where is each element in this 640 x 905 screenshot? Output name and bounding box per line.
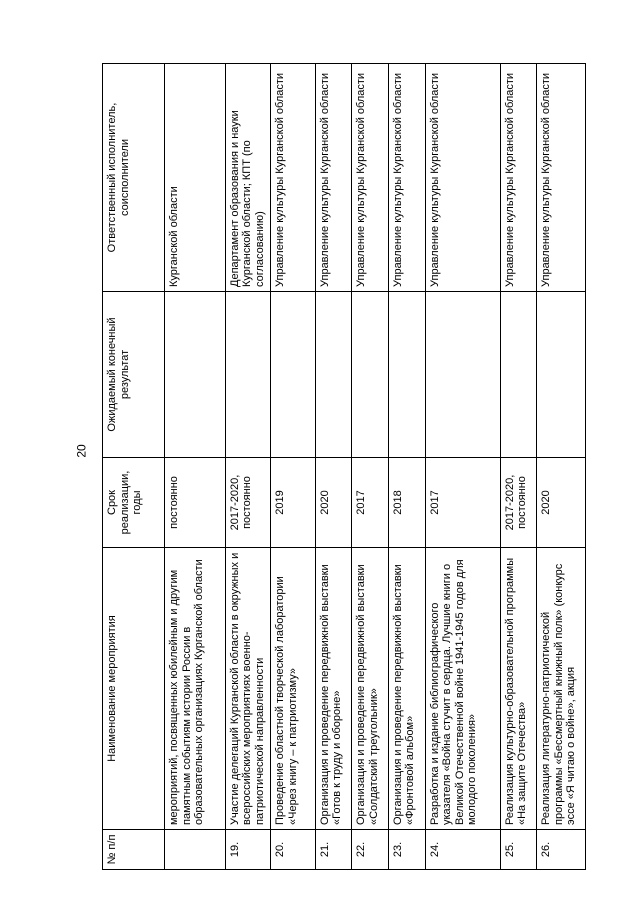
table-row (225, 64, 270, 870)
table-row (352, 64, 389, 870)
cell-number: 19. (225, 830, 270, 870)
table-row (388, 64, 425, 870)
cell-result (352, 292, 389, 458)
cell-result (425, 292, 500, 458)
cell-term: 2017-2020, постоянно (225, 458, 270, 548)
table-body (165, 64, 586, 870)
cell-result (315, 292, 352, 458)
table-row (537, 64, 586, 870)
cell-number: 25. (500, 830, 537, 870)
cell-event-name: Организация и проведение передвижной выставки «Фронтовой альбом» (388, 548, 425, 830)
cell-event-name: Реализация культурно-образовательной программы «На защите Отечества» (500, 548, 537, 830)
cell-result (165, 292, 226, 458)
table-row (315, 64, 352, 870)
rotated-table-container (102, 64, 586, 870)
header-result: Ожидаемый конечный результат (103, 292, 165, 458)
cell-executor: Управление культуры Курганской области (537, 64, 586, 292)
cell-event-name: Разработка и издание библиографического указателя «Война стучит в сердца. Лучшие книги о Великой Отечественной войне 1941-1945 годов для молодого поколения» (425, 548, 500, 830)
cell-term: 2020 (537, 458, 586, 548)
cell-event-name: Реализация литературно-патриотической программы «Бессмертный книжный полк» (конкурс эссе «Я читаю о войне», акция (537, 548, 586, 830)
table-row (500, 64, 537, 870)
cell-executor: Управление культуры Курганской области (388, 64, 425, 292)
cell-term: 2018 (388, 458, 425, 548)
table-row (271, 64, 316, 870)
header-number: № п/п (103, 830, 165, 870)
header-term: Срок реализации, годы (103, 458, 165, 548)
cell-result (271, 292, 316, 458)
cell-number (165, 830, 226, 870)
cell-term: 2020 (315, 458, 352, 548)
table-header-row (103, 64, 165, 870)
cell-number: 22. (352, 830, 389, 870)
cell-term: 2017-2020, постоянно (500, 458, 537, 548)
cell-result (500, 292, 537, 458)
cell-event-name: Организация и проведение передвижной выставки «Готов к труду и обороне» (315, 548, 352, 830)
cell-term: 2019 (271, 458, 316, 548)
cell-executor: Управление культуры Курганской области (315, 64, 352, 292)
cell-executor: Управление культуры Курганской области (425, 64, 500, 292)
cell-number: 23. (388, 830, 425, 870)
cell-number: 26. (537, 830, 586, 870)
header-event-name: Наименование мероприятия (103, 548, 165, 830)
cell-result (388, 292, 425, 458)
header-executor: Ответственный исполнитель, соисполнители (103, 64, 165, 292)
cell-result (225, 292, 270, 458)
table-row (425, 64, 500, 870)
table-row (165, 64, 226, 870)
cell-event-name: Участие делегаций Курганской области в окружных и всероссийских мероприятиях военно-патриотической направленности (225, 548, 270, 830)
cell-event-name: мероприятий, посвященных юбилейным и другим памятным событиям истории России в образовательных организациях Курганской области (165, 548, 226, 830)
cell-term: постоянно (165, 458, 226, 548)
cell-term: 2017 (425, 458, 500, 548)
cell-executor: Курганской области (165, 64, 226, 292)
cell-number: 21. (315, 830, 352, 870)
cell-result (537, 292, 586, 458)
cell-number: 24. (425, 830, 500, 870)
cell-event-name: Проведение областной творческой лаборатории «Через книгу – к патриотизму» (271, 548, 316, 830)
cell-executor: Управление культуры Курганской области (271, 64, 316, 292)
program-table (102, 63, 586, 870)
cell-executor: Управление культуры Курганской области (352, 64, 389, 292)
cell-executor: Управление культуры Курганской области (500, 64, 537, 292)
cell-number: 20. (271, 830, 316, 870)
cell-term: 2017 (352, 458, 389, 548)
page-number: 20 (74, 444, 89, 458)
cell-event-name: Организация и проведение передвижной выставки «Солдатский треугольник» (352, 548, 389, 830)
cell-executor: Департамент образования и науки Курганской области; КПТ (по согласованию) (225, 64, 270, 292)
